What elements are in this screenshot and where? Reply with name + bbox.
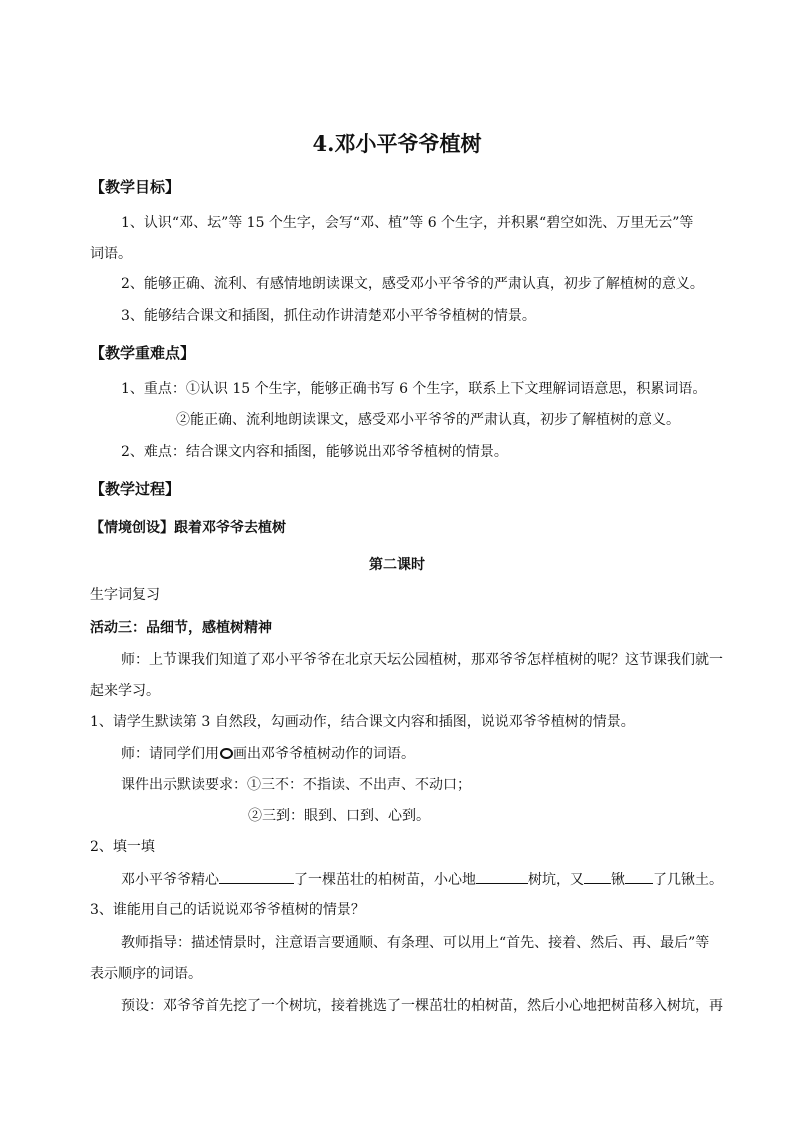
goal-1-line-1: 1、认识“邓、坛”等 15 个生字，会写“邓、植”等 6 个生字，并积累“碧空如洗、万里无云”等 — [121, 215, 694, 231]
reading-requirement-1: 课件出示默读要求：①三不：不指读、不出声、不动口； — [121, 777, 471, 793]
document-title: 4.邓小平爷爷植树 — [312, 131, 482, 156]
key-points-heading: 【教学重难点】 — [90, 344, 196, 362]
scene-heading: 【情境创设】跟着邓爷爷去植树 — [90, 520, 286, 536]
review-heading: 生字词复习 — [90, 587, 160, 603]
teacher-intro-line-2: 起来学习。 — [90, 683, 160, 699]
preset-answer: 预设：邓爷爷首先挖了一个树坑，接着挑选了一棵茁壮的柏树苗，然后小心地把树苗移入树坑，再 — [121, 998, 723, 1014]
fill-blank-2 — [476, 869, 528, 884]
fill-blank-3 — [584, 869, 611, 884]
fill-text-2: 了一棵茁壮的柏树苗，小心地 — [294, 872, 476, 888]
goal-3: 3、能够结合课文和插图，抓住动作讲清楚邓小平爷爷植树的情景。 — [121, 308, 536, 324]
goals-heading: 【教学目标】 — [90, 178, 181, 196]
lesson-heading: 第二课时 — [369, 557, 425, 573]
teacher-instruction-prefix: 师：请同学们用 — [121, 746, 219, 762]
fill-in-sentence — [121, 869, 723, 890]
teacher-instruction — [121, 744, 415, 764]
fill-text-3: 树坑，又 — [528, 872, 584, 888]
fill-text-1: 邓小平爷爷精心 — [121, 872, 219, 888]
key-point-1-line-1: 1、重点：①认识 15 个生字，能够正确书写 6 个生字，联系上下文理解词语意思，积累词语。 — [121, 381, 707, 397]
key-point-2: 2、难点：结合课文内容和插图，能够说出邓爷爷植树的情景。 — [121, 444, 508, 460]
key-point-1-line-2: ②能正确、流利地朗读课文，感受邓小平爷爷的严肃认真，初步了解植树的意义。 — [176, 412, 680, 428]
goal-1-line-2: 词语。 — [90, 246, 132, 262]
teacher-guide-line-1: 教师指导：描述情景时，注意语言要通顺、有条理、可以用上“首先、接着、然后、再、最后”等 — [121, 935, 710, 951]
fill-text-4: 锹 — [611, 872, 625, 888]
task-1: 1、请学生默读第 3 自然段，勾画动作，结合课文内容和插图，说说邓爷爷植树的情景。 — [90, 714, 635, 730]
goal-2: 2、能够正确、流利、有感情地朗读课文，感受邓小平爷爷的严肃认真，初步了解植树的意义。 — [121, 276, 704, 292]
teacher-intro-line-1: 师：上节课我们知道了邓小平爷爷在北京天坛公园植树，那邓爷爷怎样植树的呢？这节课我们就一 — [121, 652, 723, 668]
fill-blank-4 — [625, 869, 653, 884]
task-3: 3、谁能用自己的话说说邓爷爷植树的情景？ — [90, 902, 365, 918]
fill-text-5: 了几锹土。 — [653, 872, 723, 888]
task-2: 2、填一填 — [90, 839, 155, 855]
fill-blank-1 — [219, 869, 294, 884]
reading-requirement-2: ②三到：眼到、口到、心到。 — [248, 808, 430, 824]
circle-mark-icon — [220, 748, 233, 759]
activity-heading: 活动三：品细节，感植树精神 — [90, 620, 272, 636]
teacher-instruction-suffix: 画出邓爷爷植树动作的词语。 — [233, 746, 415, 762]
process-heading: 【教学过程】 — [90, 480, 181, 498]
teacher-guide-line-2: 表示顺序的词语。 — [90, 966, 202, 982]
